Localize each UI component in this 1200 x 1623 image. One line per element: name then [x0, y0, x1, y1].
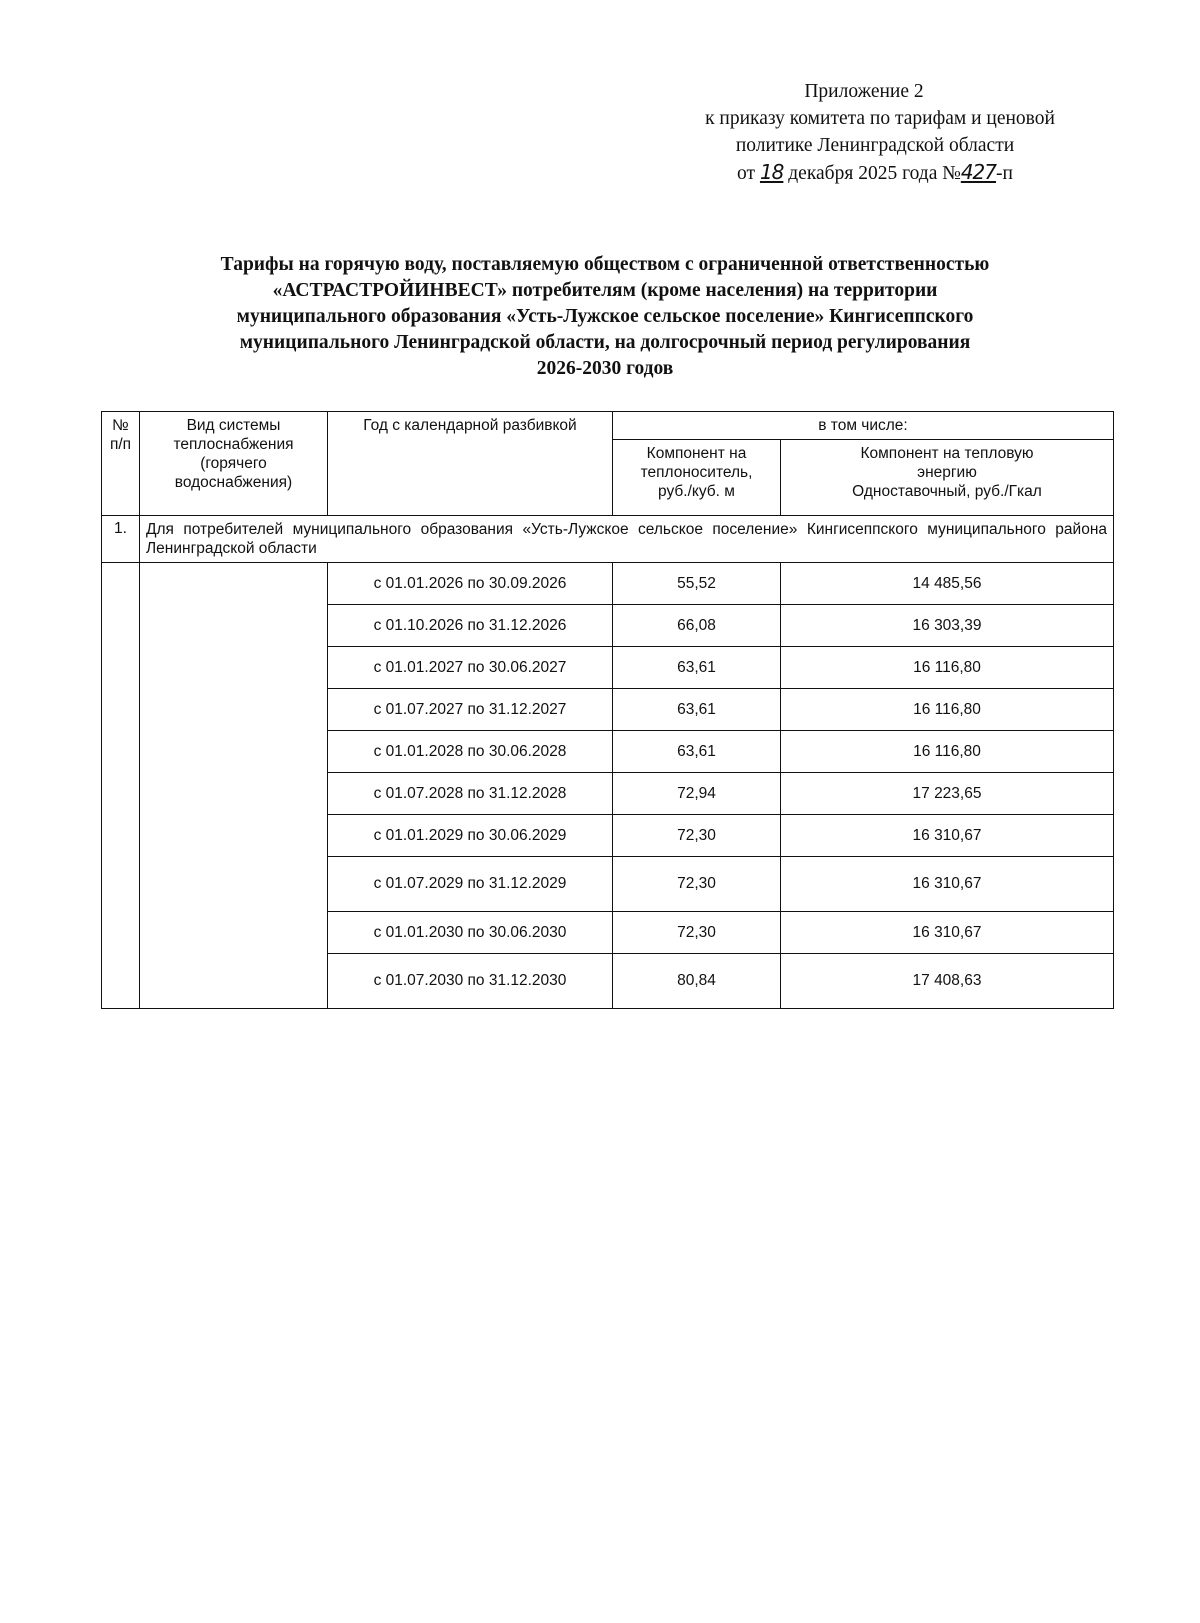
header-energy-l1: Компонент на тепловую [860, 445, 1034, 462]
title-line-5: 2026-2030 годов [536, 358, 674, 379]
energy-value: 16 310,67 [781, 815, 1114, 857]
carrier-value: 72,94 [613, 773, 781, 815]
handwritten-day: 18 [759, 160, 784, 184]
period-cell: с 01.01.2027 по 30.06.2027 [328, 647, 613, 689]
energy-value: 17 408,63 [781, 954, 1114, 1009]
title-line-1: Тарифы на горячую воду, поставляемую обществом с ограниченной ответственностью [220, 254, 990, 275]
date-prefix: от [737, 163, 756, 184]
carrier-value: 55,52 [613, 563, 781, 605]
period-cell: с 01.07.2027 по 31.12.2027 [328, 689, 613, 731]
period-cell: с 01.01.2029 по 30.06.2029 [328, 815, 613, 857]
appendix-title: Приложение 2 [804, 81, 924, 102]
carrier-value: 63,61 [613, 731, 781, 773]
header-system-type: Вид системы теплоснабжения (горячего водоснабжения) [140, 412, 328, 516]
header-period: Год с календарной разбивкой [328, 412, 613, 516]
header-number: № п/п [102, 412, 140, 516]
appendix-header [560, 78, 1160, 187]
appendix-order-line: к приказу комитета по тарифам и ценовой [705, 108, 1055, 129]
energy-value: 17 223,65 [781, 773, 1114, 815]
carrier-value: 72,30 [613, 912, 781, 954]
title-line-4: муниципального Ленинградской области, на долгосрочный период регулирования [239, 332, 971, 353]
header-carrier-l3: руб./куб. м [658, 483, 735, 500]
period-cell: с 01.01.2026 по 30.09.2026 [328, 563, 613, 605]
header-energy-component [781, 440, 1114, 516]
empty-system-cell [140, 563, 328, 1009]
title-line-3: муниципального образования «Усть-Лужское сельское поселение» Кингисеппского [236, 306, 974, 327]
carrier-value: 80,84 [613, 954, 781, 1009]
appendix-committee-line: политике Ленинградской области [735, 135, 1015, 156]
header-carrier-component [613, 440, 781, 516]
header-energy-l2: энергию [917, 464, 977, 481]
energy-value: 16 310,67 [781, 857, 1114, 912]
energy-value: 14 485,56 [781, 563, 1114, 605]
energy-value: 16 116,80 [781, 731, 1114, 773]
carrier-value: 63,61 [613, 647, 781, 689]
carrier-value: 72,30 [613, 857, 781, 912]
period-cell: с 01.07.2028 по 31.12.2028 [328, 773, 613, 815]
energy-value: 16 303,39 [781, 605, 1114, 647]
table-row [102, 563, 1114, 605]
period-cell: с 01.10.2026 по 31.12.2026 [328, 605, 613, 647]
energy-value: 16 116,80 [781, 689, 1114, 731]
carrier-value: 72,30 [613, 815, 781, 857]
title-line-2: «АСТРАСТРОЙИНВЕСТ» потребителям (кроме населения) на территории [272, 280, 938, 301]
tariff-table [101, 411, 1114, 1009]
appendix-date-line [560, 159, 1160, 187]
carrier-value: 63,61 [613, 689, 781, 731]
group-number: 1. [102, 516, 140, 563]
empty-number-cell [102, 563, 140, 1009]
header-energy-l3: Одноставочный, руб./Гкал [852, 483, 1042, 500]
period-cell: с 01.07.2029 по 31.12.2029 [328, 857, 613, 912]
period-cell: с 01.07.2030 по 31.12.2030 [328, 954, 613, 1009]
energy-value: 16 116,80 [781, 647, 1114, 689]
header-carrier-l1: Компонент на [646, 445, 747, 462]
energy-value: 16 310,67 [781, 912, 1114, 954]
order-number-suffix: -п [996, 163, 1013, 184]
handwritten-order-number: 427 [960, 160, 997, 184]
date-mid: декабря 2025 года № [788, 163, 961, 184]
document-title [110, 252, 1100, 382]
group-description: Для потребителей муниципального образования «Усть-Лужское сельское поселение» Кингисеппского муниципального района Ленинградской области [140, 516, 1114, 563]
group-row [102, 516, 1114, 563]
carrier-value: 66,08 [613, 605, 781, 647]
header-including: в том числе: [613, 412, 1114, 440]
period-cell: с 01.01.2030 по 30.06.2030 [328, 912, 613, 954]
period-cell: с 01.01.2028 по 30.06.2028 [328, 731, 613, 773]
header-carrier-l2: теплоноситель, [640, 464, 753, 481]
